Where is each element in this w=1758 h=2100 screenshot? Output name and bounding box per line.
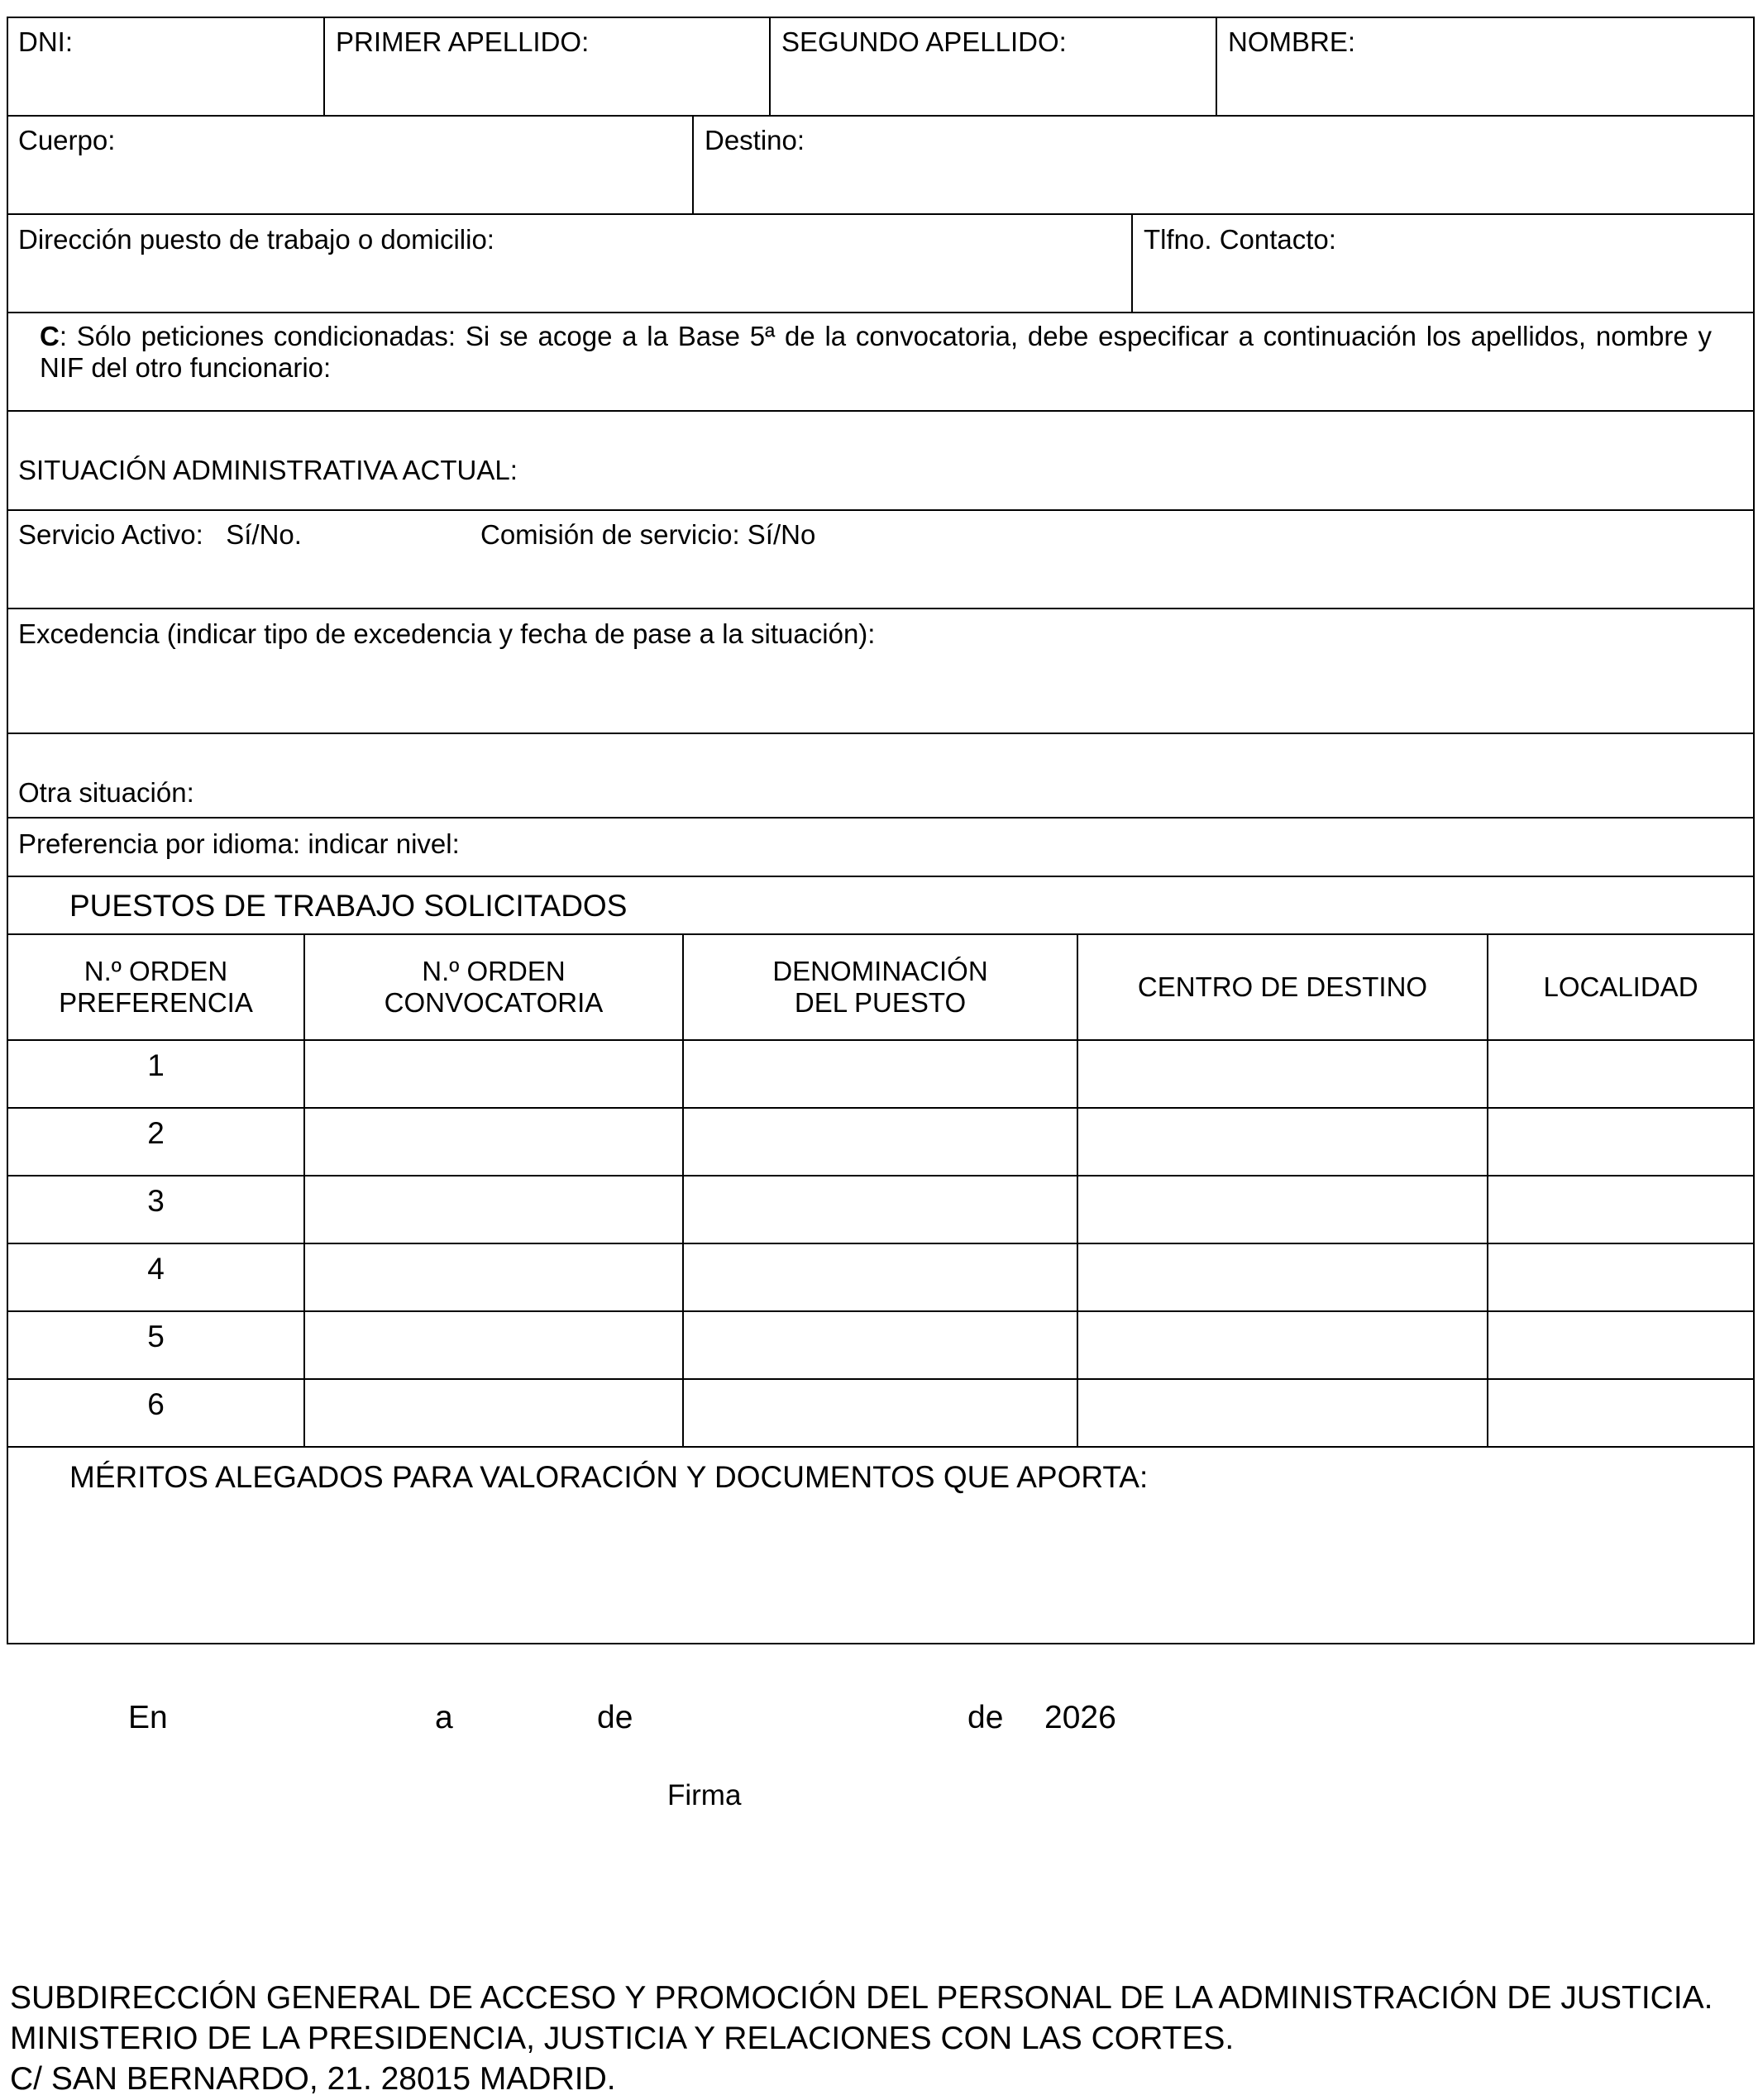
conditional-note bbox=[40, 321, 1712, 384]
cuerpo-label: Cuerpo: bbox=[18, 125, 116, 155]
row-divider bbox=[7, 1243, 1755, 1244]
header-orden-convocatoria bbox=[305, 935, 682, 1039]
otra-situacion-label: Otra situación: bbox=[18, 777, 194, 808]
conditional-letter: C bbox=[40, 321, 60, 351]
conditional-text: : Sólo peticiones condicionadas: Si se acoge a la Base 5ª de la convocatoria, debe especificar a continuación los apellidos, nombre y NIF del otro funcionario: bbox=[40, 321, 1712, 383]
header-centro-destino bbox=[1078, 935, 1487, 1039]
row-number: 3 bbox=[147, 1184, 165, 1218]
row-divider bbox=[7, 1175, 1755, 1176]
row-number: 2 bbox=[147, 1116, 165, 1150]
header-line: LOCALIDAD bbox=[1543, 971, 1698, 1002]
column-divider bbox=[692, 115, 694, 214]
row-divider bbox=[7, 733, 1755, 734]
footer-line-2: MINISTERIO DE LA PRESIDENCIA, JUSTICIA Y RELACIONES CON LAS CORTES. bbox=[10, 2021, 1235, 2056]
row-divider bbox=[7, 213, 1755, 215]
footer-line-1: SUBDIRECCIÓN GENERAL DE ACCESO Y PROMOCIÓN DEL PERSONAL DE LA ADMINISTRACIÓN DE JUSTICIA. bbox=[10, 1980, 1713, 2016]
header-line: DEL PUESTO bbox=[794, 987, 967, 1018]
header-line: CENTRO DE DESTINO bbox=[1137, 971, 1428, 1002]
telefono-label: Tlfno. Contacto: bbox=[1144, 224, 1336, 255]
nombre-label: NOMBRE: bbox=[1228, 26, 1356, 57]
header-orden-preferencia bbox=[8, 935, 303, 1039]
signature-a: a bbox=[435, 1700, 453, 1735]
situation-title: SITUACIÓN ADMINISTRATIVA ACTUAL: bbox=[18, 455, 518, 485]
primer-apellido-label: PRIMER APELLIDO: bbox=[336, 26, 590, 57]
row-number: 4 bbox=[147, 1252, 165, 1286]
signature-de-day: de bbox=[597, 1700, 633, 1735]
row-number: 6 bbox=[147, 1387, 165, 1421]
column-divider bbox=[323, 17, 325, 116]
idioma-label: Preferencia por idioma: indicar nivel: bbox=[18, 828, 460, 859]
column-divider bbox=[769, 17, 771, 116]
header-localidad bbox=[1488, 935, 1753, 1039]
column-divider bbox=[1131, 213, 1133, 313]
row-divider bbox=[7, 509, 1755, 511]
row-divider bbox=[7, 410, 1755, 412]
row-divider bbox=[7, 1446, 1755, 1448]
footer-line-3: C/ SAN BERNARDO, 21. 28015 MADRID. bbox=[10, 2061, 616, 2097]
segundo-apellido-label: SEGUNDO APELLIDO: bbox=[781, 26, 1067, 57]
header-denominacion bbox=[684, 935, 1077, 1039]
signature-firma: Firma bbox=[667, 1779, 742, 1811]
header-line: N.º ORDEN bbox=[422, 956, 566, 986]
column-divider bbox=[1216, 17, 1217, 116]
header-line: CONVOCATORIA bbox=[384, 987, 604, 1018]
header-line: DENOMINACIÓN bbox=[772, 956, 988, 986]
row-divider bbox=[7, 1039, 1755, 1041]
row-divider bbox=[7, 312, 1755, 313]
signature-de-month: de bbox=[967, 1700, 1004, 1735]
row-number: 5 bbox=[147, 1320, 165, 1353]
header-line: N.º ORDEN bbox=[84, 956, 228, 986]
row-divider bbox=[7, 876, 1755, 877]
puestos-title: PUESTOS DE TRABAJO SOLICITADOS bbox=[69, 889, 628, 923]
excedencia-label: Excedencia (indicar tipo de excedencia y fecha de pase a la situación): bbox=[18, 618, 876, 649]
row-divider bbox=[7, 1310, 1755, 1312]
destino-label: Destino: bbox=[705, 125, 805, 155]
meritos-title: MÉRITOS ALEGADOS PARA VALORACIÓN Y DOCUMENTOS QUE APORTA: bbox=[69, 1460, 1149, 1494]
servicio-activo-label: Servicio Activo: Sí/No. bbox=[18, 519, 302, 550]
header-line: PREFERENCIA bbox=[59, 987, 253, 1018]
comision-servicio-label: Comisión de servicio: Sí/No bbox=[480, 519, 816, 550]
row-divider bbox=[7, 817, 1755, 819]
dni-label: DNI: bbox=[18, 26, 73, 57]
row-divider bbox=[7, 1378, 1755, 1380]
direccion-label: Dirección puesto de trabajo o domicilio: bbox=[18, 224, 494, 255]
row-divider bbox=[7, 1107, 1755, 1109]
row-number: 1 bbox=[147, 1048, 165, 1082]
signature-year: 2026 bbox=[1044, 1700, 1116, 1735]
row-divider bbox=[7, 608, 1755, 609]
signature-en: En bbox=[128, 1700, 168, 1735]
row-divider bbox=[7, 115, 1755, 117]
